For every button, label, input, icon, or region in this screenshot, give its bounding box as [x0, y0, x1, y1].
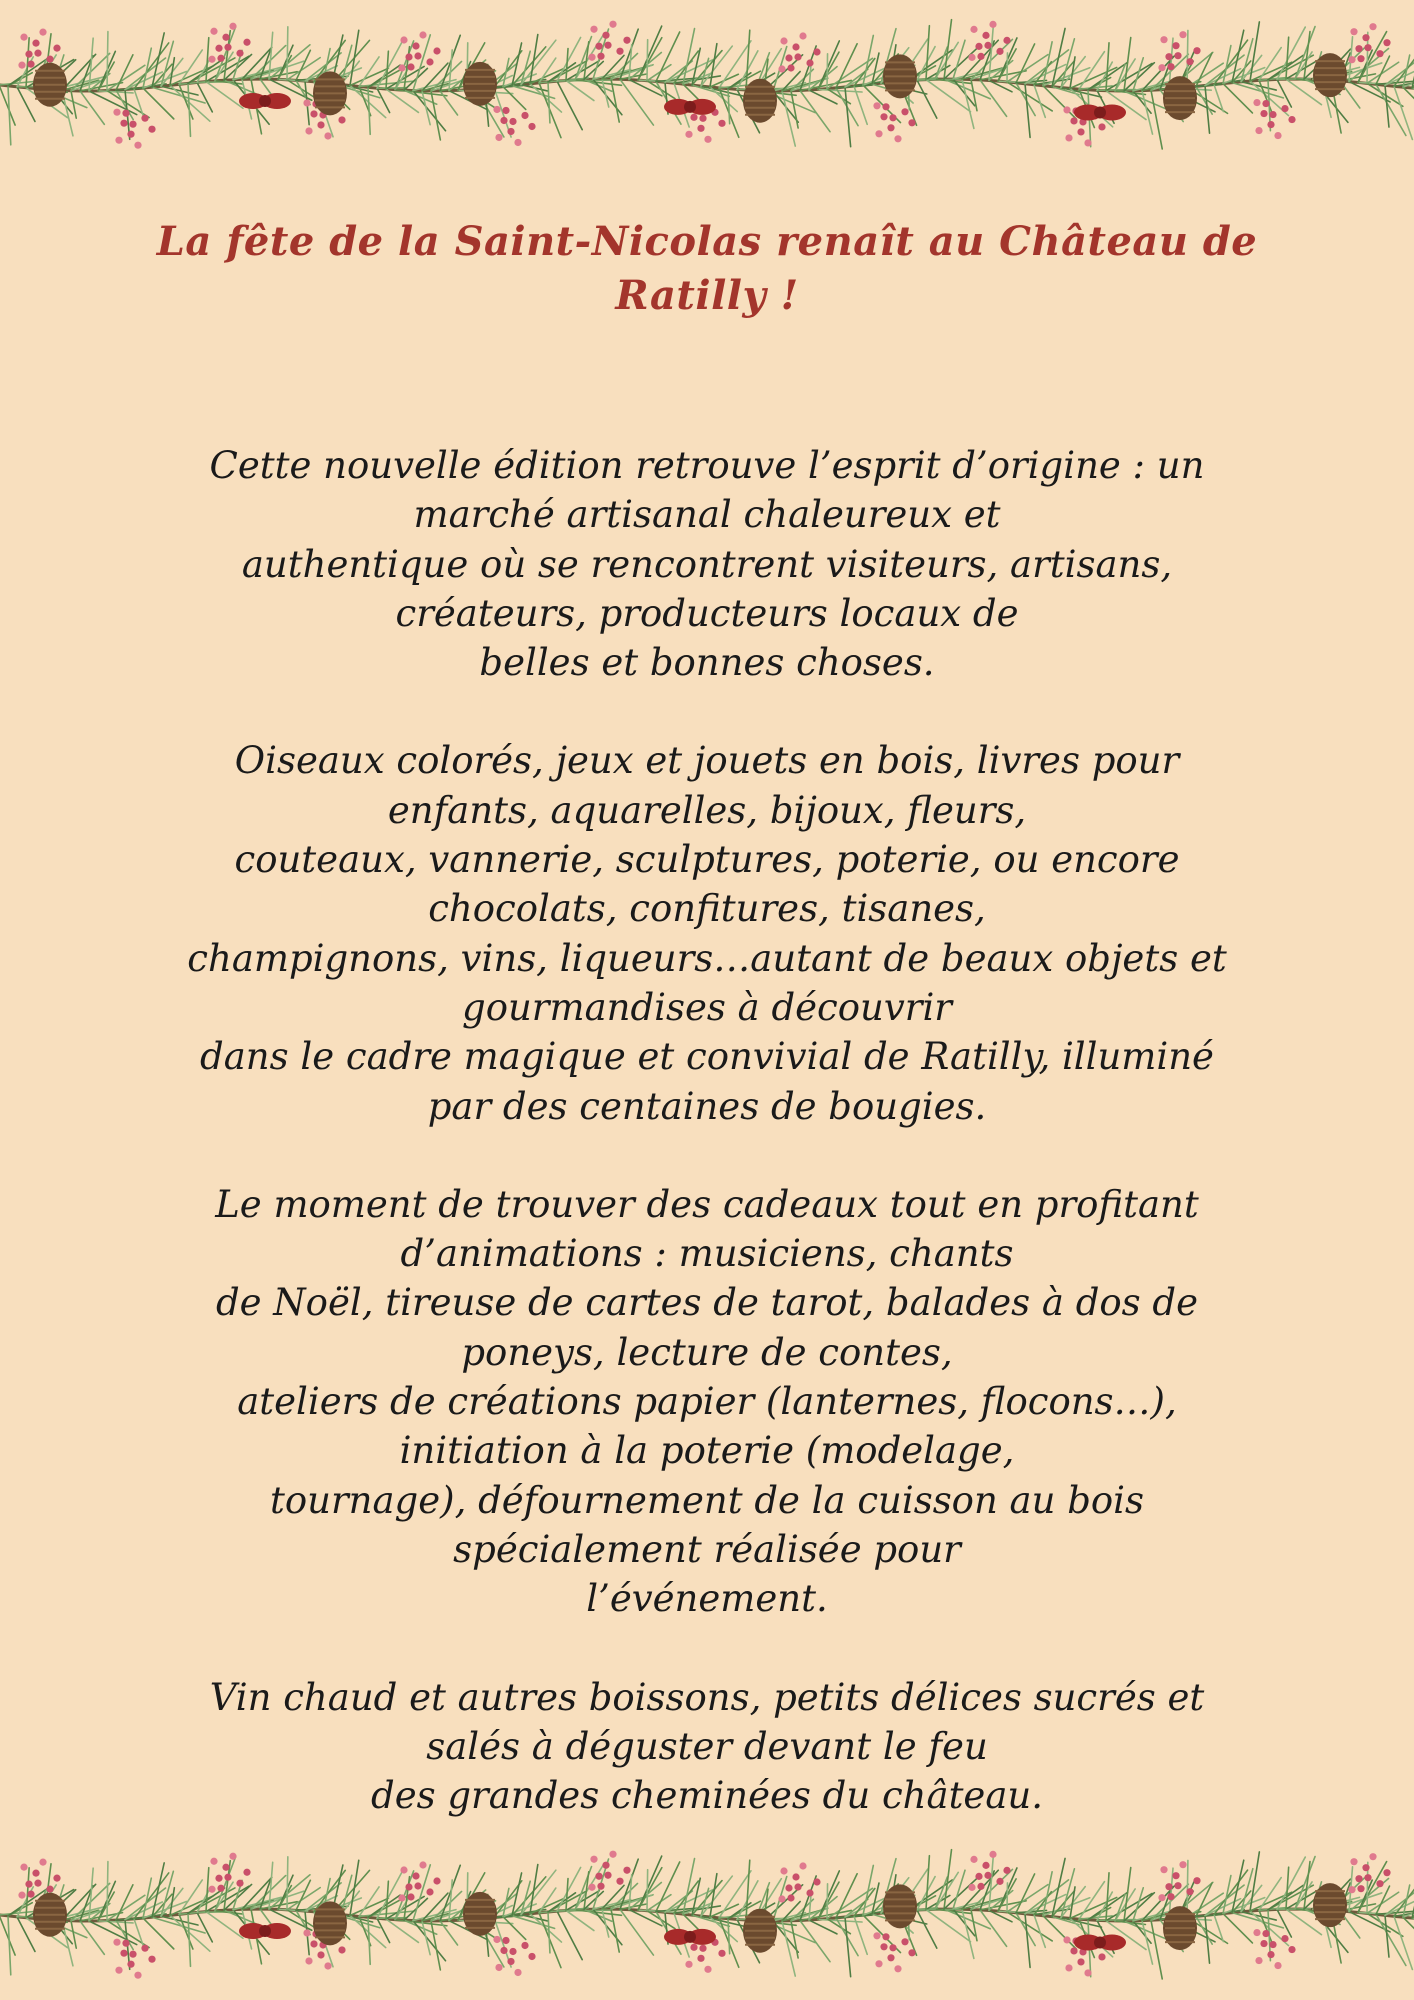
paragraph-intro — [60, 441, 1354, 687]
pine-needles — [0, 1850, 1414, 1979]
text-line: authentique où se rencontrent visiteurs, artisans, — [241, 542, 1173, 586]
text-line: créateurs, producteurs locaux de — [395, 591, 1019, 635]
text-line: Vin chaud et autres boissons, petits délices sucrés et — [209, 1675, 1205, 1719]
text-line: salés à déguster devant le feu — [426, 1724, 988, 1768]
text-line: tournage), défournement de la cuisson au bois — [270, 1478, 1144, 1522]
title-line: Ratilly ! — [615, 272, 799, 319]
text-line: gourmandises à découvrir — [462, 985, 952, 1029]
text-line: d’animations : musiciens, chants — [400, 1232, 1014, 1276]
text-line: des grandes cheminées du château. — [371, 1774, 1043, 1818]
title-line: La fête de la Saint-Nicolas renaît au Château de — [156, 218, 1258, 265]
text-line: spécialement réalisée pour — [453, 1527, 961, 1571]
text-line: Le moment de trouver des cadeaux tout en profitant — [215, 1182, 1199, 1226]
christmas-garland-top — [0, 0, 1414, 170]
text-line: couteaux, vannerie, sculptures, poterie, ou encore — [234, 838, 1180, 882]
garland-top-illustration — [0, 0, 1414, 170]
text-line: chocolats, confitures, tisanes, — [428, 887, 986, 931]
christmas-garland-bottom — [0, 1830, 1414, 2000]
paragraph-products — [60, 736, 1354, 1130]
text-line: initiation à la poterie (modelage, — [399, 1429, 1015, 1473]
text-line: par des centaines de bougies. — [427, 1084, 987, 1128]
text-line: Cette nouvelle édition retrouve l’esprit d’origine : un — [209, 444, 1205, 487]
flyer-content — [60, 215, 1354, 1869]
garland-bottom-illustration — [0, 1830, 1414, 2000]
text-line: ateliers de créations papier (lanternes, flocons…), — [237, 1380, 1177, 1424]
paragraph-refreshments — [60, 1673, 1354, 1821]
text-line: l’événement. — [586, 1577, 828, 1621]
text-line: champignons, vins, liqueurs…autant de beaux objets et — [187, 936, 1227, 980]
text-line: Oiseaux colorés, jeux et jouets en bois, livres pour — [234, 739, 1180, 783]
text-line: de Noël, tireuse de cartes de tarot, balades à dos de — [215, 1281, 1199, 1325]
pine-needles — [0, 20, 1414, 149]
text-line: dans le cadre magique et convivial de Ratilly, illuminé — [200, 1035, 1214, 1079]
text-line: belles et bonnes choses. — [479, 641, 935, 685]
text-line: poneys, lecture de contes, — [461, 1330, 953, 1374]
text-line: marché artisanal chaleureux et — [413, 493, 1001, 537]
paragraph-activities — [60, 1180, 1354, 1624]
flyer-title — [60, 215, 1354, 323]
text-line: enfants, aquarelles, bijoux, fleurs, — [387, 788, 1027, 832]
